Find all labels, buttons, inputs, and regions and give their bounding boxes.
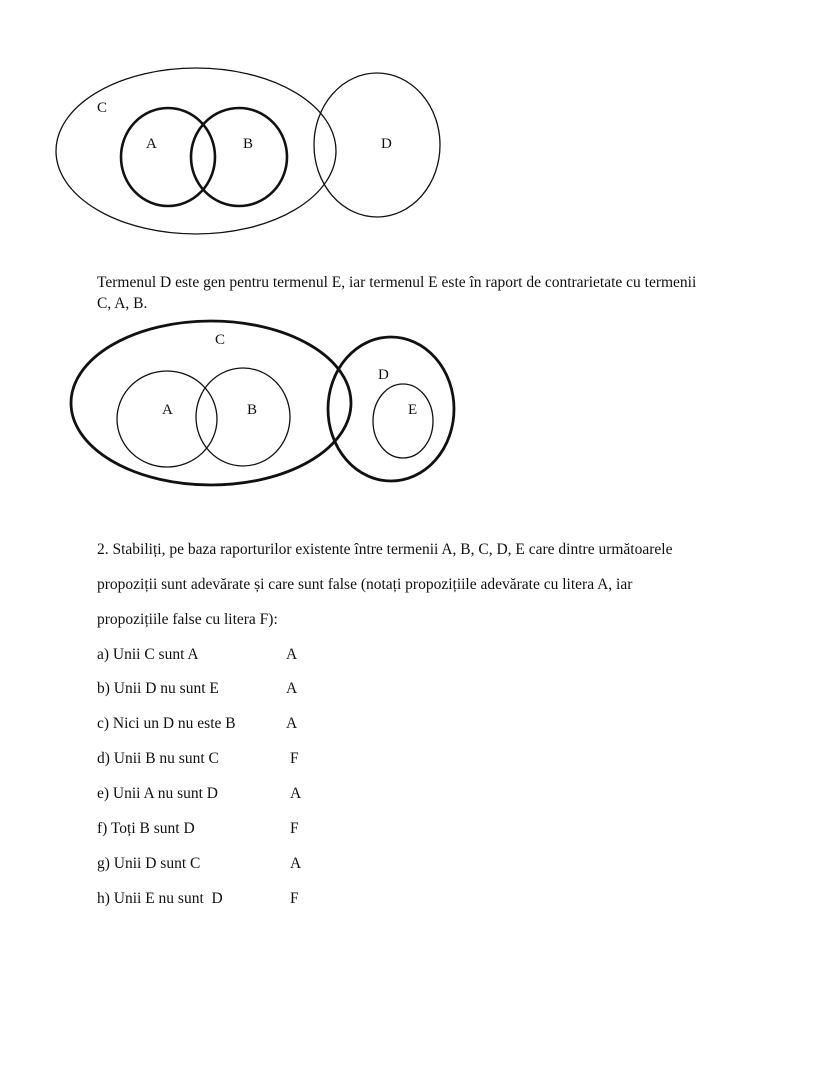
set-b-circle <box>196 368 290 466</box>
exercise-statement-h: h) Unii E nu sunt D <box>97 890 223 907</box>
exercise-statement-f: f) Toți B sunt D <box>97 820 195 837</box>
label-b: B <box>247 402 258 418</box>
exercise-statement-a: a) Unii C sunt A <box>97 646 199 663</box>
description-line-2: C, A, B. <box>97 295 148 312</box>
exercise-prompt-line-1: 2. Stabiliți, pe baza raporturilor existente între termenii A, B, C, D, E care dintre următoarele <box>97 541 673 558</box>
exercise-answer-c: A <box>286 715 298 732</box>
label-d: D <box>378 367 389 383</box>
label-c: C <box>215 332 226 348</box>
exercise-statement-b: b) Unii D nu sunt E <box>97 680 219 697</box>
set-a-circle <box>117 371 217 467</box>
set-c-ellipse <box>71 321 351 485</box>
exercise-answer-e: A <box>290 785 302 802</box>
exercise-answer-h: F <box>290 890 299 907</box>
exercise-statement-d: d) Unii B nu sunt C <box>97 750 219 767</box>
description-line-1: Termenul D este gen pentru termenul E, iar termenul E este în raport de contrarietate cu termenii <box>97 274 697 291</box>
exercise-answer-f: F <box>290 820 299 837</box>
label-c: C <box>97 100 108 116</box>
exercise-statement-c: c) Nici un D nu este B <box>97 715 236 732</box>
set-d-ellipse <box>328 337 454 481</box>
label-b: B <box>243 136 254 152</box>
exercise-answer-d: F <box>290 750 299 767</box>
label-a: A <box>146 136 157 152</box>
label-e: E <box>408 402 418 418</box>
exercise-statement-e: e) Unii A nu sunt D <box>97 785 218 802</box>
exercise-answer-b: A <box>286 680 298 697</box>
exercise-prompt-line-2: propoziții sunt adevărate și care sunt false (notați propozițiile adevărate cu litera A, iar <box>97 576 633 593</box>
exercise-answer-a: A <box>286 646 298 663</box>
exercise-prompt-line-3: propozițiile false cu litera F): <box>97 611 278 628</box>
set-e-ellipse <box>373 384 433 458</box>
label-a: A <box>162 402 173 418</box>
label-d: D <box>381 136 392 152</box>
exercise-answer-g: A <box>290 855 302 872</box>
venn-diagram-2 <box>0 0 828 500</box>
exercise-statement-g: g) Unii D sunt C <box>97 855 201 872</box>
